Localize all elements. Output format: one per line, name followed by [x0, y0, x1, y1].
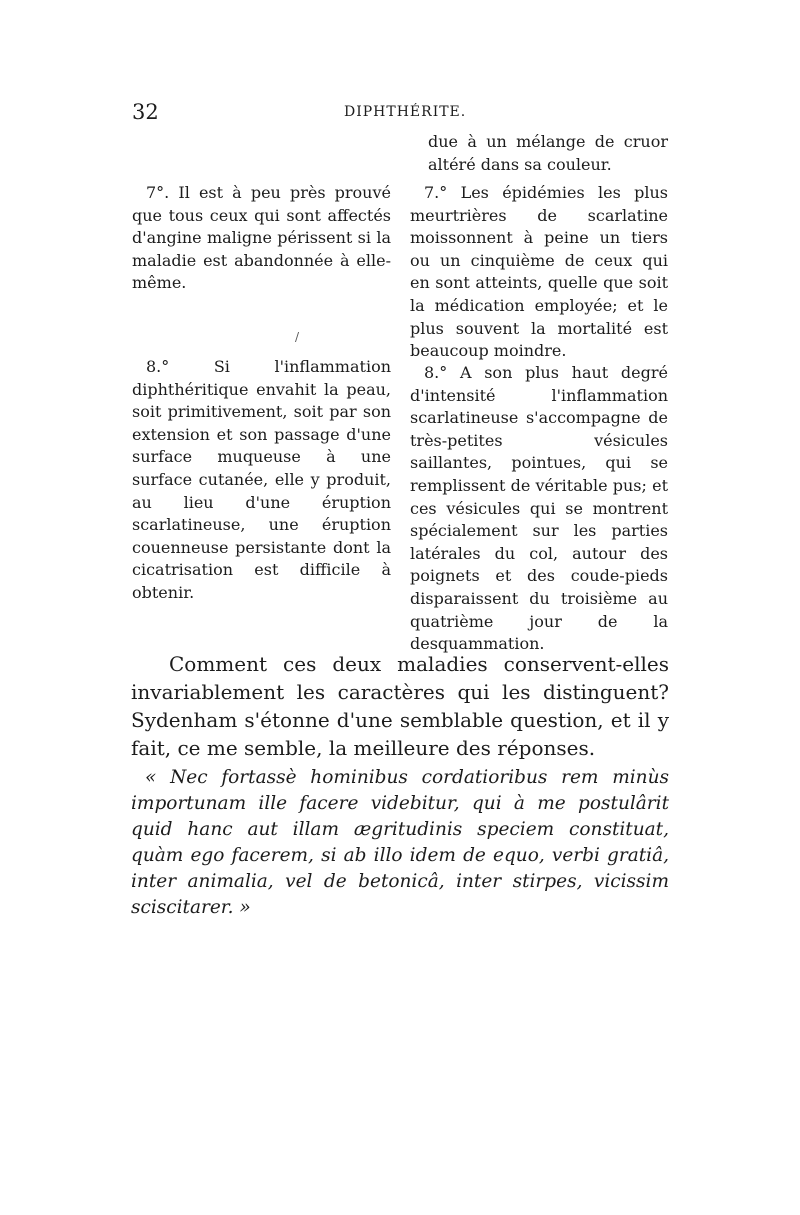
right-column-item-7: [410, 182, 668, 363]
right-item-8-text: 8.° A son plus haut degré d'intensité l'inflammation scarlatineuse s'accompagne de très-petites vésicules saillantes, pointues, qui se remplissent de véritable pus; et ces vésicules qui se montrent spécialement sur les parties latérales du col, autour des poignets et des coude-pieds disparaissent du troisième au quatrième jour de la desquammation.: [410, 363, 668, 654]
right-column-item-8: [410, 362, 668, 656]
right-continuation-text: due à un mélange de cruor altéré dans sa couleur.: [428, 132, 668, 174]
page-number: 32: [132, 100, 159, 124]
right-item-7-text: 7.° Les épidémies les plus meurtrières de scarlatine moissonnent à peine un tiers ou un cinquième de ceux qui en sont atteints, quelle que soit la médication employée; et le plus souvent la mortalité est beaucoup moindre.: [410, 183, 668, 361]
main-paragraph: [131, 650, 669, 762]
left-column-item-8: [132, 356, 391, 605]
left-item-7-text: 7°. Il est à peu près prouvé que tous ceux qui sont affectés d'angine maligne périssent si la maladie est abandonnée à elle-même.: [132, 183, 391, 293]
latin-quote-text: « Nec fortassè hominibus cordatioribus rem minùs importunam ille facere videbitur, qui à me postulârit quid hanc aut illam ægritudinis speciem constituat, quàm ego facerem, si ab illo idem de equo, verbi gratiâ, inter animalia, vel de betonicâ, inter stirpes, vicissim sciscitarer. »: [131, 767, 669, 918]
left-column-item-7: [132, 182, 391, 295]
stray-mark: /: [295, 330, 300, 344]
running-title: DIPHTHÉRITE.: [344, 104, 467, 120]
main-paragraph-text: Comment ces deux maladies conservent-elles invariablement les caractères qui les distinguent? Sydenham s'étonne d'une semblable question, et il y fait, ce me semble, la meilleure des réponses.: [131, 652, 669, 760]
page-header: [132, 100, 670, 126]
left-item-8-text: 8.° Si l'inflammation diphthéritique envahit la peau, soit primitivement, soit par son extension et son passage d'une surface muqueuse à une surface cutanée, elle y produit, au lieu d'une éruption scarlatineuse, une éruption couenneuse persistante dont la cicatrisation est difficile à obtenir.: [132, 357, 391, 602]
latin-quote: [131, 765, 669, 921]
right-column-continuation: [410, 131, 668, 176]
